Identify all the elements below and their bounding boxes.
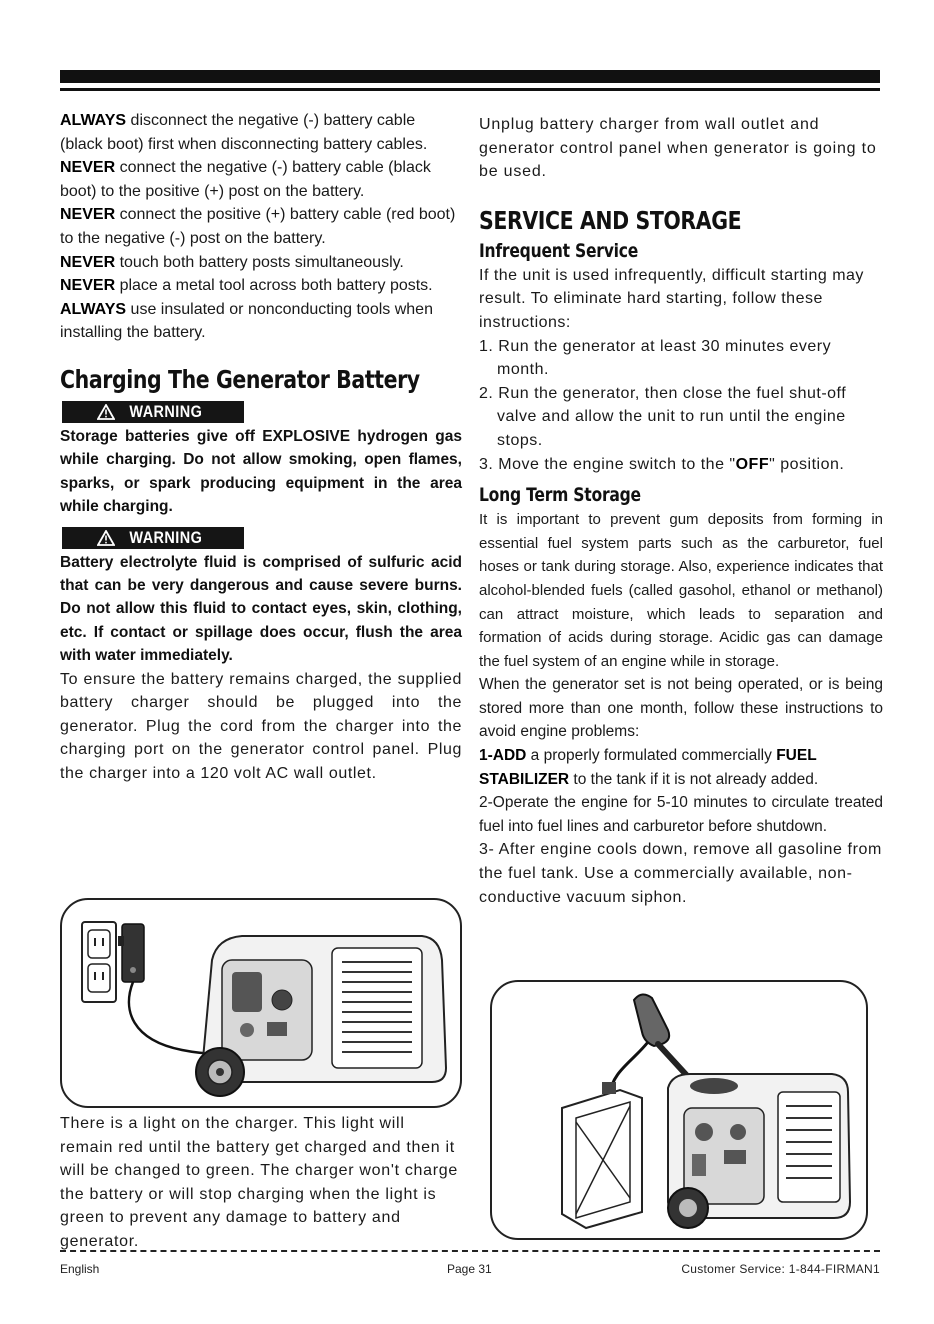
warning-text-electrolyte: Battery electrolyte fluid is comprised of sulfuric acid that can be very dangerous and cause severe burns. Do not allow this fluid to contact eyes, skin, clothing, etc. If contact or spillage does occur, flush the area with water immediately.: [60, 553, 462, 665]
section-heading-charging: Charging The Generator Battery: [60, 364, 420, 394]
siphon-drawing: [492, 982, 866, 1238]
warning-badge-2: [62, 527, 244, 549]
battery-rule-6: ALWAYS use insulated or nonconducting tools when installing the battery.: [60, 300, 433, 342]
siphon-illustration: [490, 980, 868, 1240]
infrequent-step-3: 3. Move the engine switch to the "OFF" position.: [479, 455, 845, 473]
left-column: [60, 109, 462, 786]
section-heading-service: SERVICE AND STORAGE: [479, 205, 742, 235]
header-bar: [60, 70, 880, 83]
subheading-infrequent: Infrequent Service: [479, 239, 639, 262]
infrequent-paragraph: If the unit is used infrequently, difficult starting may result. To eliminate hard starting, follow these instructions:: [479, 266, 864, 331]
charger-generator-illustration: [60, 898, 462, 1108]
warning-triangle-icon: [97, 404, 115, 420]
storage-step-3: 3- After engine cools down, remove all gasoline from the fuel tank. Use a commercially available, non-conductive vacuum siphon.: [479, 841, 882, 906]
generator-icon: [668, 1074, 850, 1228]
storage-step-2: 2-Operate the engine for 5-10 minutes to circulate treated fuel into fuel lines and carburetor before shutdown.: [479, 794, 883, 835]
charging-paragraph: To ensure the battery remains charged, the supplied battery charger should be plugged into the generator. Plug the cord from the charger into the charging port on the generator control panel. Plug the charger into a 120 volt AC wall outlet.: [60, 670, 462, 782]
warning-badge-1: [62, 401, 244, 423]
fuel-can-icon: [562, 1082, 642, 1228]
footer-customer-service: Customer Service: 1-844-FIRMAN1: [681, 1262, 880, 1276]
header-rule: [60, 88, 880, 91]
charger-light-column: [60, 1112, 462, 1254]
right-column: [479, 113, 883, 909]
warning-label: WARNING: [129, 402, 203, 422]
generator-charger-drawing: [62, 900, 460, 1106]
battery-rule-1: ALWAYS disconnect the negative (-) battery cable (black boot) first when disconnecting battery cables.: [60, 112, 428, 153]
wall-outlet-icon: [82, 922, 116, 1002]
infrequent-step-1: 1. Run the generator at least 30 minutes every month.: [479, 337, 832, 379]
long-term-paragraph: It is important to prevent gum deposits from forming in essential fuel system parts such as the carburetor, fuel hoses or tank during storage. Also, experience indicates that alcohol-blended fuels (called gasohol, ethanol or methanol) can attract moisture, which leads to separation and formation of acids during storage. Acidic gas can damage the fuel system of an engine while in storage.: [479, 511, 883, 670]
battery-charger-icon: [118, 924, 144, 982]
charger-light-paragraph: There is a light on the charger. This light will remain red until the battery get charged and then it will be changed to green. The charger won't charge the battery or will stop charging when the light is green to prevent any damage to battery and generator.: [60, 1115, 458, 1250]
generator-icon: [196, 936, 446, 1096]
subheading-long-term: Long Term Storage: [479, 484, 641, 507]
battery-rule-5: NEVER place a metal tool across both battery posts.: [60, 277, 433, 295]
battery-rule-4: NEVER touch both battery posts simultaneously.: [60, 253, 404, 271]
battery-rule-2: NEVER connect the negative (-) battery cable (black boot) to the positive (+) post on the battery.: [60, 159, 431, 200]
footer-page-number: Page 31: [447, 1262, 492, 1276]
battery-rule-3: NEVER connect the positive (+) battery cable (red boot) to the negative (-) post on the battery.: [60, 206, 456, 247]
footer-language: English: [60, 1262, 100, 1276]
warning-text-explosive: Storage batteries give off EXPLOSIVE hydrogen gas while charging. Do not allow smoking, open flames, sparks, or spark producing equipment in the area while charging.: [60, 427, 462, 516]
footer-rule: [60, 1250, 880, 1252]
warning-triangle-icon: [97, 530, 115, 546]
storage-intro-paragraph: When the generator set is not being operated, or is being stored more than one month, follow these instructions to avoid engine problems:: [479, 676, 883, 741]
unplug-paragraph: Unplug battery charger from wall outlet and generator control panel when generator is going to be used.: [479, 116, 877, 181]
warning-label: WARNING: [129, 527, 203, 547]
infrequent-step-2: 2. Run the generator, then close the fuel shut-off valve and allow the unit to run until the engine stops.: [479, 384, 847, 449]
storage-step-1: 1-ADD a properly formulated commercially FUEL STABILIZER to the tank if it is not already added.: [479, 747, 819, 788]
